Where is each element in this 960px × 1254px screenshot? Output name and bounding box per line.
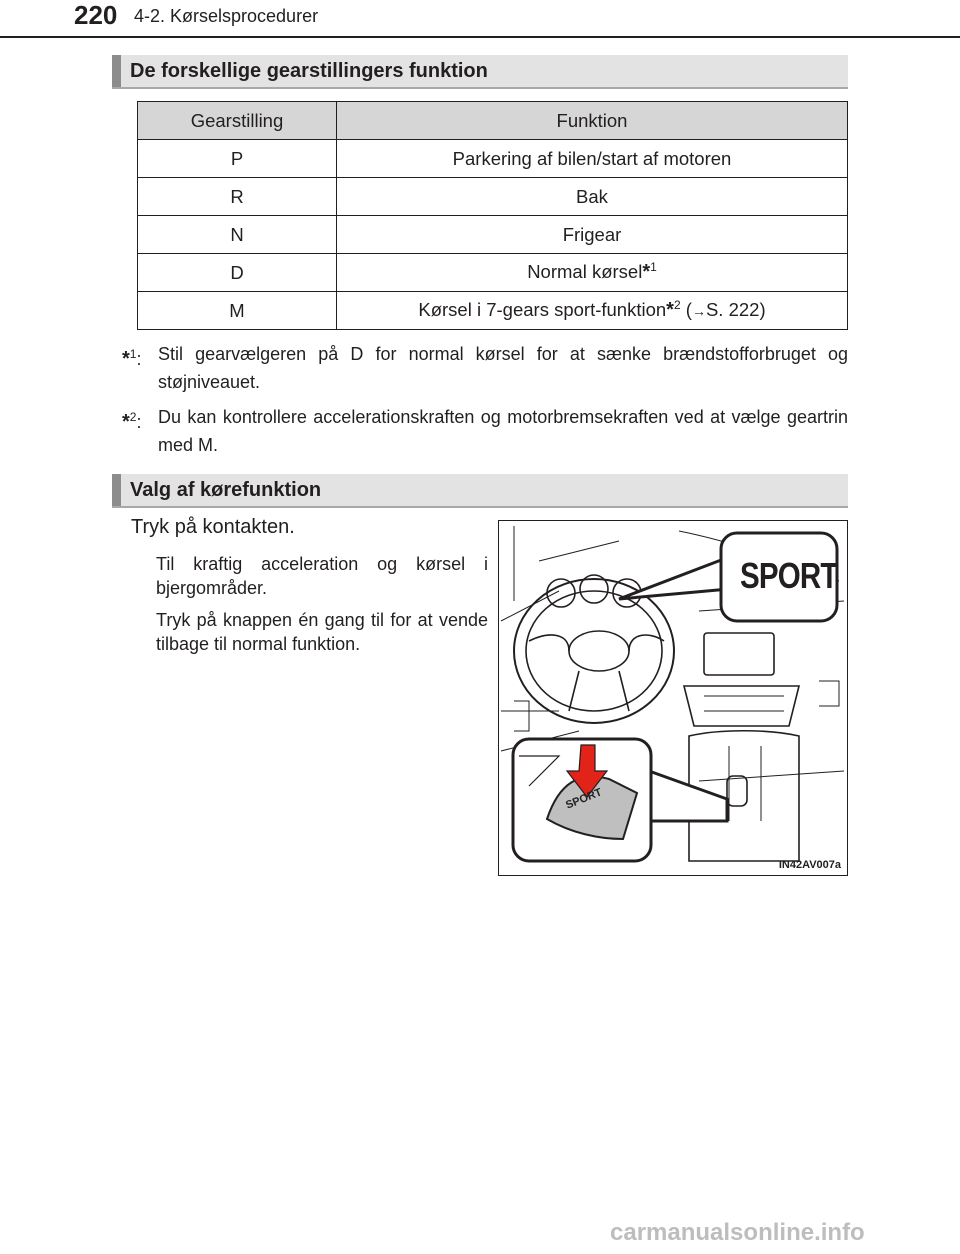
section-heading-gear-functions <box>112 55 848 89</box>
footnote <box>122 403 848 459</box>
footnote-ref: 1 <box>650 260 657 275</box>
table-row <box>138 292 848 330</box>
gear-cell: N <box>138 216 337 254</box>
section-heading-drive-mode <box>112 474 848 508</box>
footnote-marker: *$^1$: <box>122 347 142 370</box>
heading-bar <box>112 474 121 506</box>
footnote <box>122 340 848 396</box>
body-paragraph: Til kraftig acceleration og kørsel i bjergområder. <box>156 554 488 598</box>
function-cell: Kørsel i 7-gears sport-funktion*$^2$ (→S. 222) <box>337 292 848 330</box>
footnote-text: Du kan kontrollere accelerationskraften og motorbremsekraften ved at vælge geartrin med M. <box>158 407 848 455</box>
section-title: De forskellige gearstillingers funktion <box>130 60 488 82</box>
function-cell <box>337 254 848 292</box>
footnote-number: 1 <box>129 347 137 361</box>
gear-cell: P <box>138 140 337 178</box>
figure-code: IN42AV007a <box>778 859 841 871</box>
asterisk-icon: * <box>122 348 130 370</box>
function-cell: Frigear <box>337 216 848 254</box>
chapter-title: 4-2. Kørselsprocedurer <box>134 6 319 26</box>
asterisk-icon: * <box>122 411 130 433</box>
function-text: Kørsel i 7-gears sport-funktion <box>418 299 667 321</box>
function-text: Normal kørsel <box>527 261 643 283</box>
footnote-text: Stil gearvælgeren på D for normal kørsel for at sænke brændstofforbruget og støjniveauet. <box>158 344 848 392</box>
header-rule <box>0 36 960 38</box>
table-row <box>138 178 848 216</box>
instruction-lead: Tryk på kontakten. <box>131 516 295 538</box>
gear-cell: M <box>138 292 337 330</box>
table-row <box>138 140 848 178</box>
sport-label: SPORT <box>740 555 838 596</box>
watermark: carmanualsonline.info <box>610 1219 865 1246</box>
table-header-row <box>138 102 848 140</box>
table-row <box>138 216 848 254</box>
page-reference: S. 222) <box>705 299 766 321</box>
footnote-ref: 2 <box>673 298 681 313</box>
function-cell: Parkering af bilen/start af motoren <box>337 140 848 178</box>
gear-cell: D <box>138 254 337 292</box>
sport-button-label: SPORT <box>564 786 604 812</box>
asterisk-icon: * <box>642 261 651 284</box>
heading-bar <box>112 55 121 87</box>
body-paragraph: Tryk på knappen én gang til for at vende tilbage til normal funktion. <box>156 610 488 654</box>
page-number: 220 <box>74 0 118 30</box>
dashboard-illustration <box>498 520 848 876</box>
footnote-number: 2 <box>129 410 137 424</box>
column-header: Gearstilling <box>138 102 337 140</box>
table-row <box>138 254 848 292</box>
gear-cell: R <box>138 178 337 216</box>
column-header: Funktion <box>337 102 848 140</box>
function-cell: Bak <box>337 178 848 216</box>
button-callout-bubble <box>513 739 727 861</box>
asterisk-icon: * <box>666 299 674 322</box>
gear-table <box>137 101 848 330</box>
footnote-marker: *$^2$: <box>122 410 142 433</box>
section-title: Valg af kørefunktion <box>130 479 322 501</box>
arrow-right-icon: → <box>691 303 706 320</box>
